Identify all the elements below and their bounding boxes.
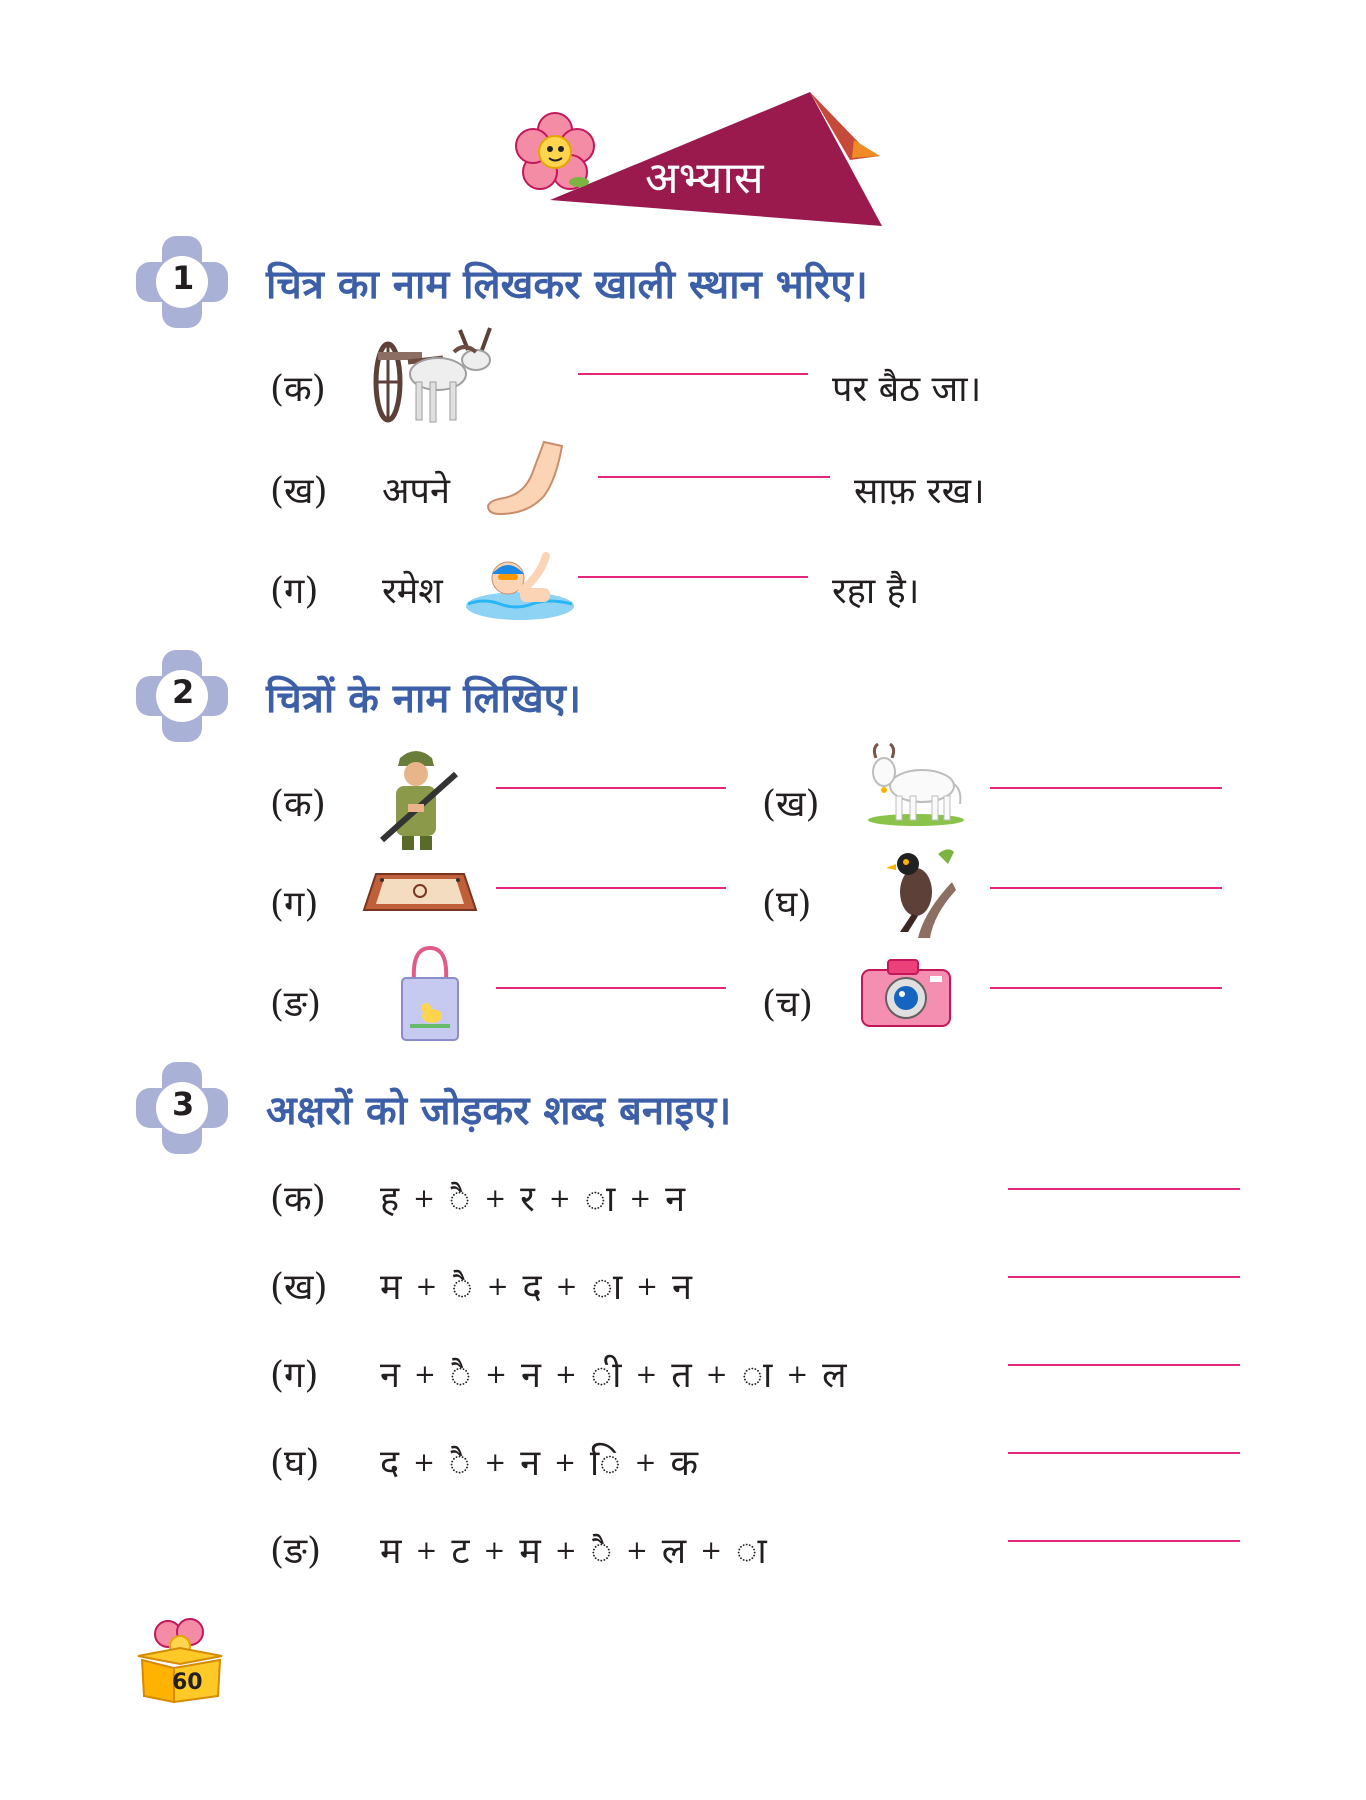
plus-sign: + — [554, 1360, 579, 1390]
letter-part: न — [380, 1355, 402, 1396]
letter-part: ह — [380, 1179, 402, 1220]
plus-sign: + — [786, 1360, 811, 1390]
sentence-prefix: अपने — [382, 471, 450, 512]
letter-part: ल — [822, 1355, 849, 1396]
letter-part: त — [671, 1355, 694, 1396]
item-label: (क) — [270, 784, 326, 825]
plus-sign: + — [629, 1184, 654, 1214]
item-label: (ग) — [270, 884, 319, 925]
item-label: (ग) — [270, 1355, 319, 1396]
question-number: 2 — [172, 673, 195, 711]
answer-line[interactable] — [578, 373, 808, 375]
letter-part: ा — [736, 1531, 769, 1572]
letter-part: न — [671, 1267, 694, 1308]
plus-sign: + — [483, 1536, 508, 1566]
sentence-suffix: पर बैठ जा। — [832, 369, 982, 410]
answer-line[interactable] — [1008, 1364, 1240, 1366]
plus-sign: + — [635, 1360, 660, 1390]
plus-sign: + — [554, 1448, 578, 1478]
letter-part: न — [520, 1443, 543, 1484]
letter-part: ा — [741, 1355, 775, 1396]
letter-sequence — [380, 1437, 700, 1486]
answer-line[interactable] — [1008, 1452, 1240, 1454]
item-label: (क) — [270, 1179, 326, 1220]
myna-bird-icon — [878, 842, 956, 942]
letter-part: न — [665, 1179, 688, 1220]
item-label: (ख) — [270, 1267, 328, 1308]
letter-part: द — [522, 1267, 544, 1308]
plus-sign: + — [415, 1536, 440, 1566]
question-instruction: चित्रों के नाम लिखिए। — [266, 675, 582, 722]
answer-line[interactable] — [496, 887, 726, 889]
camera-icon — [858, 956, 954, 1030]
letter-part: न — [520, 1355, 543, 1396]
plus-sign: + — [485, 1360, 509, 1390]
letter-part: ट — [451, 1531, 472, 1572]
page-number: 60 — [172, 1670, 203, 1695]
item-label: (घ) — [762, 884, 812, 925]
question-instruction: अक्षरों को जोड़कर शब्द बनाइए। — [266, 1087, 732, 1134]
plus-sign: + — [636, 1272, 660, 1302]
plus-sign: + — [634, 1448, 659, 1478]
sentence-suffix: रहा है। — [832, 571, 920, 612]
plus-sign: + — [484, 1448, 509, 1478]
letter-sequence — [380, 1349, 849, 1398]
letter-part: ै — [448, 1443, 473, 1484]
soldier-icon — [372, 744, 462, 850]
answer-line[interactable] — [1008, 1540, 1240, 1542]
question-number: 3 — [172, 1085, 195, 1123]
answer-line[interactable] — [990, 987, 1222, 989]
flower-mascot-icon — [515, 112, 595, 196]
answer-line[interactable] — [1008, 1276, 1240, 1278]
letter-part: ा — [591, 1267, 625, 1308]
letter-part: म — [380, 1267, 404, 1308]
item-label: (क) — [270, 369, 326, 410]
carrom-board-icon — [362, 870, 478, 914]
item-label: (ख) — [762, 784, 820, 825]
letter-sequence — [380, 1261, 694, 1310]
plus-sign: + — [555, 1272, 580, 1302]
bullock-cart-icon — [368, 322, 498, 428]
letter-part: ै — [448, 1179, 473, 1220]
answer-line[interactable] — [990, 887, 1222, 889]
sentence-suffix: साफ़ रख। — [854, 471, 985, 512]
plus-sign: + — [484, 1184, 509, 1214]
letter-sequence — [380, 1525, 769, 1574]
letter-part: क — [670, 1443, 701, 1484]
bag-icon — [398, 944, 462, 1042]
question-number: 1 — [172, 259, 195, 297]
answer-line[interactable] — [496, 987, 726, 989]
letter-part: ी — [590, 1355, 624, 1396]
item-label: (घ) — [270, 1443, 320, 1484]
plus-sign: + — [486, 1272, 511, 1302]
item-label: (ङ) — [270, 1531, 322, 1572]
letter-part: म — [380, 1531, 404, 1572]
letter-part: ल — [661, 1531, 689, 1572]
plus-sign: + — [413, 1360, 438, 1390]
plus-sign: + — [415, 1272, 440, 1302]
answer-line[interactable] — [990, 787, 1222, 789]
item-label: (ग) — [270, 571, 319, 612]
plus-sign: + — [413, 1448, 437, 1478]
sentence-prefix: रमेश — [382, 571, 443, 612]
item-label: (ङ) — [270, 984, 322, 1025]
plus-sign: + — [705, 1360, 730, 1390]
letter-part: म — [519, 1531, 543, 1572]
cow-icon — [866, 740, 966, 826]
plus-sign: + — [626, 1536, 650, 1566]
plus-sign: + — [413, 1184, 437, 1214]
letter-sequence — [380, 1173, 687, 1222]
letter-part: ा — [584, 1179, 618, 1220]
foot-icon — [484, 440, 570, 520]
letter-part: र — [520, 1179, 537, 1220]
letter-part: ै — [449, 1355, 474, 1396]
plus-sign: + — [700, 1536, 725, 1566]
answer-line[interactable] — [578, 576, 808, 578]
question-instruction: चित्र का नाम लिखकर खाली स्थान भरिए। — [266, 261, 868, 308]
answer-line[interactable] — [598, 476, 830, 478]
letter-part: ि — [589, 1443, 623, 1484]
answer-line[interactable] — [1008, 1188, 1240, 1190]
letter-part: ै — [590, 1531, 614, 1572]
plus-sign: + — [554, 1536, 579, 1566]
item-label: (च) — [762, 984, 813, 1025]
item-label: (ख) — [270, 471, 328, 512]
swimmer-icon — [464, 546, 576, 622]
letter-part: ै — [451, 1267, 475, 1308]
answer-line[interactable] — [496, 787, 726, 789]
letter-part: द — [380, 1443, 402, 1484]
page-title: अभ्यास — [645, 153, 764, 204]
plus-sign: + — [548, 1184, 573, 1214]
